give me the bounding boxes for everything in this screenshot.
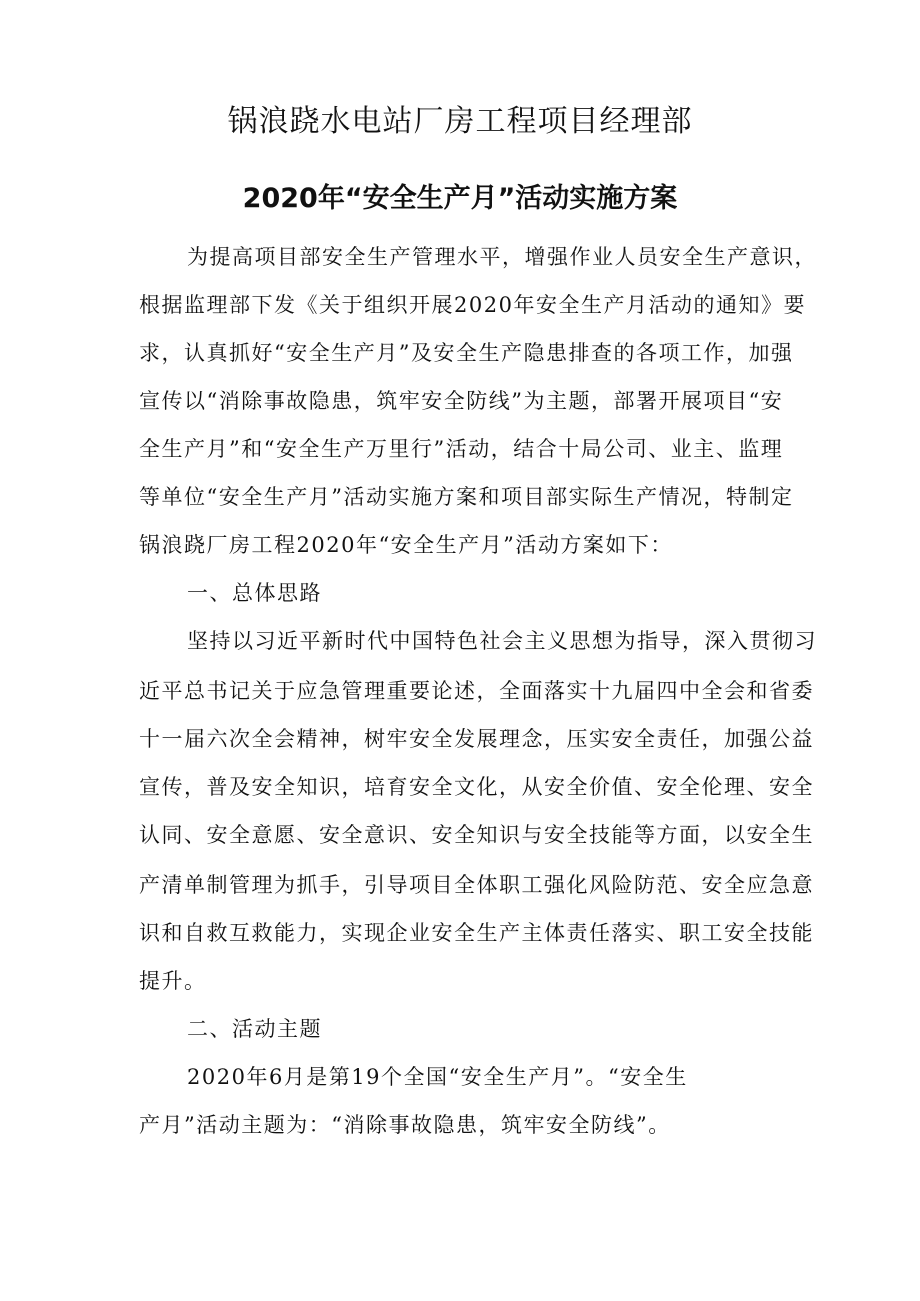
section-heading: 一、总体思路 [187, 581, 322, 605]
paragraph-line: 全生产月”和“安全生产万里行”活动，结合十局公司、业主、监理 [139, 437, 784, 461]
paragraph-line: 宣传以“消除事故隐患，筑牢安全防线”为主题，部署开展项目“安 [139, 389, 784, 413]
document-title: 锅浪跷水电站厂房工程项目经理部 [227, 104, 693, 139]
paragraph-line: 宣传，普及安全知识，培育安全文化，从安全价值、安全伦理、安全 [139, 775, 814, 799]
paragraph-line: 锅浪跷厂房工程2020年“安全生产月”活动方案如下： [139, 533, 673, 557]
paragraph-line: 2020年6月是第19个全国“安全生产月”。“安全生 [187, 1065, 688, 1089]
paragraph-line: 认同、安全意愿、安全意识、安全知识与安全技能等方面，以安全生 [139, 823, 814, 847]
paragraph-line: 近平总书记关于应急管理重要论述，全面落实十九届四中全会和省委 [139, 679, 814, 703]
paragraph-line: 为提高项目部安全生产管理水平，增强作业人员安全生产意识， [187, 245, 817, 269]
paragraph-line: 等单位“安全生产月”活动实施方案和项目部实际生产情况，特制定 [139, 485, 794, 509]
paragraph-line: 求，认真抓好“安全生产月”及安全生产隐患排查的各项工作，加强 [139, 341, 794, 365]
paragraph-line: 坚持以习近平新时代中国特色社会主义思想为指导，深入贯彻习 [187, 629, 817, 653]
paragraph-line: 根据监理部下发《关于组织开展2020年安全生产月活动的通知》要 [139, 293, 806, 317]
document-subtitle: 2020年“安全生产月”活动实施方案 [242, 183, 678, 214]
paragraph-line: 产清单制管理为抓手，引导项目全体职工强化风险防范、安全应急意 [139, 873, 814, 897]
paragraph-line: 识和自救互救能力，实现企业安全生产主体责任落实、职工安全技能 [139, 921, 814, 945]
section-heading: 二、活动主题 [187, 1017, 322, 1041]
paragraph-line: 提升。 [139, 969, 207, 993]
paragraph-line: 十一届六次全会精神，树牢安全发展理念，压实安全责任，加强公益 [139, 727, 814, 751]
paragraph-line: 产月”活动主题为：“消除事故隐患，筑牢安全防线”。 [139, 1113, 671, 1137]
